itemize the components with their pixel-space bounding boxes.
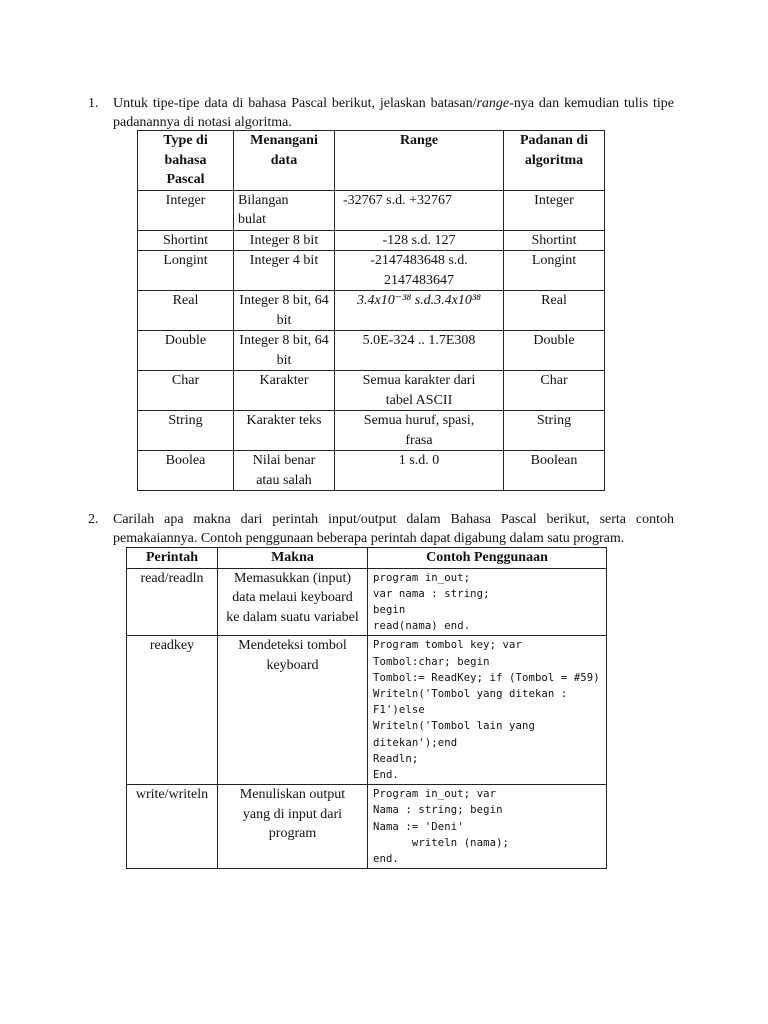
code-line: var nama : string;: [373, 587, 490, 600]
cell-padanan: Shortint: [504, 230, 605, 251]
cell-type: Integer: [138, 190, 234, 230]
code-line: writeln (nama);: [373, 836, 510, 849]
table-row: [138, 371, 605, 411]
table-row: [138, 331, 605, 371]
question-2-number: 2.: [88, 512, 99, 527]
header-type: Type di bahasa Pascal: [138, 131, 234, 191]
table-row: [138, 230, 605, 251]
cell-range: -2147483648 s.d. 2147483647: [335, 251, 504, 291]
code-line: Readln;: [373, 752, 419, 765]
question-2: [88, 510, 674, 548]
pascal-types-table: [137, 130, 605, 491]
code-line: F1')else: [373, 704, 425, 717]
cell-range: Semua karakter dari tabel ASCII: [335, 371, 504, 411]
table-row: [138, 251, 605, 291]
code-example: [368, 785, 607, 869]
code-line: Program tombol key; var: [373, 639, 522, 652]
cell-type: Boolea: [138, 451, 234, 491]
table-header-row: [138, 131, 605, 191]
header-makna: Makna: [218, 548, 368, 569]
code-line: end.: [373, 852, 399, 865]
code-line: End.: [373, 768, 399, 781]
table-row: [138, 411, 605, 451]
cell-padanan: Double: [504, 331, 605, 371]
code-line: Tombol:char; begin: [373, 655, 490, 668]
code-line: Writeln('Tombol lain yang: [373, 720, 535, 733]
question-1-text: Untuk tipe-tipe data di bahasa Pascal berikut, jelaskan batasan/range-nya dan kemudian tulis tipe padanannya di notasi algoritma.: [113, 96, 674, 130]
cell-type: Real: [138, 291, 234, 331]
code-line: program in_out;: [373, 571, 471, 584]
header-contoh: Contoh Penggunaan: [368, 548, 607, 569]
cell-padanan: Longint: [504, 251, 605, 291]
code-example: [368, 636, 607, 785]
cell-padanan: Real: [504, 291, 605, 331]
cell-type: Char: [138, 371, 234, 411]
code-line: Writeln('Tombol yang ditekan :: [373, 687, 568, 700]
cell-perintah: read/readln: [127, 568, 218, 636]
cell-menangani: Integer 8 bit, 64 bit: [234, 291, 335, 331]
cell-menangani: Karakter teks: [234, 411, 335, 451]
cell-range: 1 s.d. 0: [335, 451, 504, 491]
table-row: [127, 785, 607, 869]
io-commands-table: [126, 547, 607, 869]
cell-menangani: Integer 4 bit: [234, 251, 335, 291]
header-menangani: Menangani data: [234, 131, 335, 191]
code-line: Program in_out; var: [373, 788, 497, 801]
cell-menangani: Integer 8 bit, 64 bit: [234, 331, 335, 371]
code-line: read(nama) end.: [373, 620, 471, 633]
cell-range: Semua huruf, spasi, frasa: [335, 411, 504, 451]
table-row: [138, 451, 605, 491]
cell-menangani: Integer 8 bit: [234, 230, 335, 251]
cell-type: Double: [138, 331, 234, 371]
code-line: Nama : string; begin: [373, 804, 503, 817]
cell-menangani: Bilangan bulat: [234, 190, 335, 230]
cell-padanan: Integer: [504, 190, 605, 230]
cell-menangani: Nilai benar atau salah: [234, 451, 335, 491]
cell-makna: Menuliskan output yang di input dari program: [218, 785, 368, 869]
table-header-row: [127, 548, 607, 569]
cell-range: -128 s.d. 127: [335, 230, 504, 251]
cell-makna: Mendeteksi tombol keyboard: [218, 636, 368, 785]
header-range: Range: [335, 131, 504, 191]
code-line: ditekan');end: [373, 736, 458, 749]
code-line: Nama := 'Deni': [373, 820, 464, 833]
question-1: [88, 94, 674, 132]
question-1-number: 1.: [88, 96, 99, 111]
table-row: [138, 190, 605, 230]
table-row: [127, 568, 607, 636]
cell-range: 5.0E-324 .. 1.7E308: [335, 331, 504, 371]
header-padanan: Padanan di algoritma: [504, 131, 605, 191]
cell-makna: Memasukkan (input) data melaui keyboard ke dalam suatu variabel: [218, 568, 368, 636]
cell-type: Longint: [138, 251, 234, 291]
table-row: [127, 636, 607, 785]
cell-padanan: String: [504, 411, 605, 451]
cell-type: String: [138, 411, 234, 451]
code-example: [368, 568, 607, 636]
cell-menangani: Karakter: [234, 371, 335, 411]
table-row: [138, 291, 605, 331]
header-perintah: Perintah: [127, 548, 218, 569]
cell-range: -32767 s.d. +32767: [335, 190, 504, 230]
cell-perintah: readkey: [127, 636, 218, 785]
code-line: begin: [373, 603, 406, 616]
cell-padanan: Boolean: [504, 451, 605, 491]
cell-perintah: write/writeln: [127, 785, 218, 869]
code-line: Tombol:= ReadKey; if (Tombol = #59): [373, 671, 600, 684]
cell-range: 3.4x10⁻³⁸ s.d.3.4x10³⁸: [335, 291, 504, 331]
cell-type: Shortint: [138, 230, 234, 251]
question-2-text: Carilah apa makna dari perintah input/output dalam Bahasa Pascal berikut, serta contoh pemakaiannya. Contoh penggunaan beberapa perintah dapat digabung dalam satu program.: [113, 512, 674, 546]
cell-padanan: Char: [504, 371, 605, 411]
